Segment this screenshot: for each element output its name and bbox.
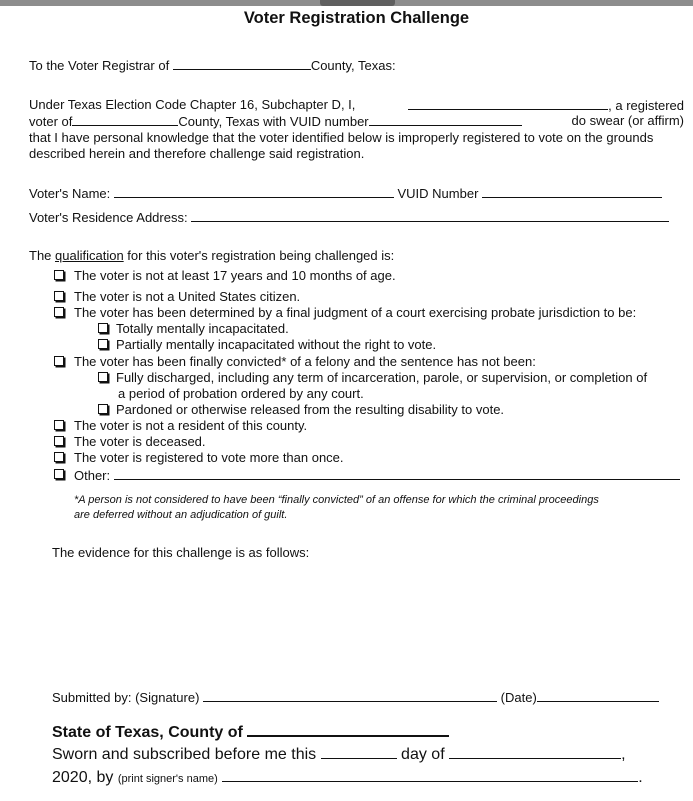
checkbox-other[interactable] (54, 469, 64, 479)
other-reason-field[interactable] (114, 467, 680, 480)
reason-age: The voter is not at least 17 years and 10 months of age. (74, 268, 396, 283)
reason-other: Other: (74, 468, 111, 483)
reason-deceased: The voter is deceased. (74, 434, 206, 449)
viewer-scroll-tab[interactable] (320, 0, 395, 6)
signer-text-a: 2020, by (52, 769, 114, 786)
date-field[interactable] (537, 689, 659, 702)
reason-citizen: The voter is not a United States citizen. (74, 289, 301, 304)
signature-field[interactable] (203, 689, 497, 702)
registrar-prefix: To the Voter Registrar of (29, 58, 170, 73)
checkbox-totally-incapacitated[interactable] (98, 323, 108, 333)
qualification-intro (29, 248, 394, 264)
footnote-line-1: *A person is not considered to have been “finally convicted” of an offense for which the criminal proceedings (74, 494, 599, 506)
page-title: Voter Registration Challenge (243, 9, 470, 27)
reason-fully-discharged-cont: a period of probation ordered by any court. (118, 386, 364, 401)
vuid-field[interactable] (482, 185, 662, 198)
qualification-intro-a: The (29, 248, 56, 263)
sworn-line: Sworn and subscribed before me this day of , (52, 743, 626, 765)
checkbox-registered-twice[interactable] (54, 452, 64, 462)
sworn-text-a: Sworn and subscribed before me this (52, 746, 317, 763)
voter-address-line (29, 209, 669, 226)
sworn-text-b: day of (401, 746, 445, 763)
checkbox-felony[interactable] (54, 356, 64, 366)
oath-text-1b: , a registered (608, 98, 684, 113)
qualification-link[interactable]: qualification (55, 248, 124, 263)
oath-line-1 (29, 97, 684, 114)
reason-fully-discharged: Fully discharged, including any term of incarceration, parole, or supervision, or completion of (116, 370, 648, 385)
reason-other-line (74, 467, 680, 484)
voter-name-line (29, 185, 662, 202)
challenger-name-field[interactable] (408, 97, 608, 110)
checkbox-probate[interactable] (54, 307, 64, 317)
reason-registered-twice: The voter is registered to vote more than once. (74, 450, 344, 465)
notary-state-label: State of Texas, County of (52, 724, 243, 741)
registrar-suffix: County, Texas: (310, 58, 396, 73)
checkbox-deceased[interactable] (54, 436, 64, 446)
signature-label: Submitted by: (Signature) (52, 690, 200, 705)
evidence-label: The evidence for this challenge is as follows: (52, 545, 310, 560)
checkbox-citizen[interactable] (54, 291, 64, 301)
challenger-vuid-field[interactable] (369, 113, 522, 126)
signer-name-field[interactable] (222, 766, 638, 782)
reason-partially-incapacitated: Partially mentally incapacitated without the right to vote. (116, 337, 437, 352)
reason-totally-incapacitated: Totally mentally incapacitated. (116, 321, 289, 336)
voter-address-field[interactable] (191, 209, 669, 222)
checkbox-age[interactable] (54, 270, 64, 280)
oath-text-2a: voter of (29, 114, 73, 129)
oath-line-4: described herein and therefore challenge said registration. (29, 146, 365, 161)
notary-state-line (52, 720, 449, 743)
signature-line (52, 689, 659, 706)
voter-name-label: Voter's Name: (29, 186, 111, 201)
viewer-top-bar (0, 0, 693, 6)
challenger-county-field[interactable] (72, 113, 178, 126)
registrar-county-field[interactable] (173, 57, 311, 70)
signer-text-small: (print signer's name) (117, 773, 218, 785)
checkbox-partially-incapacitated[interactable] (98, 339, 108, 349)
evidence-area[interactable] (52, 565, 672, 675)
reason-probate: The voter has been determined by a final judgment of a court exercising probate jurisdiction to be: (74, 305, 637, 320)
oath-text-1: Under Texas Election Code Chapter 16, Subchapter D, I, (29, 97, 356, 112)
voter-address-label: Voter's Residence Address: (29, 210, 188, 225)
sworn-month-field[interactable] (449, 743, 621, 759)
checkbox-not-resident[interactable] (54, 420, 64, 430)
date-label: (Date) (500, 690, 537, 705)
checkbox-pardoned[interactable] (98, 404, 108, 414)
notary-county-field[interactable] (247, 720, 449, 737)
oath-text-2c: do swear (or affirm) (571, 113, 684, 128)
oath-text-2b: County, Texas with VUID number (178, 114, 369, 129)
registrar-line (29, 57, 396, 74)
checkbox-fully-discharged[interactable] (98, 372, 108, 382)
reason-felony: The voter has been finally convicted* of a felony and the sentence has not been: (74, 354, 536, 369)
vuid-label: VUID Number (397, 186, 479, 201)
signer-line: 2020, by (print signer's name) . (52, 766, 643, 789)
qualification-intro-b: for this voter's registration being challenged is: (123, 248, 395, 263)
voter-name-field[interactable] (114, 185, 394, 198)
reason-not-resident: The voter is not a resident of this county. (74, 418, 308, 433)
footnote-line-2: are deferred without an adjudication of guilt. (74, 509, 288, 521)
oath-line-3: that I have personal knowledge that the voter identified below is improperly registered to vote on the grounds (29, 130, 654, 145)
sworn-day-field[interactable] (321, 743, 397, 759)
reason-pardoned: Pardoned or otherwise released from the resulting disability to vote. (116, 402, 505, 417)
oath-line-2 (29, 113, 684, 130)
